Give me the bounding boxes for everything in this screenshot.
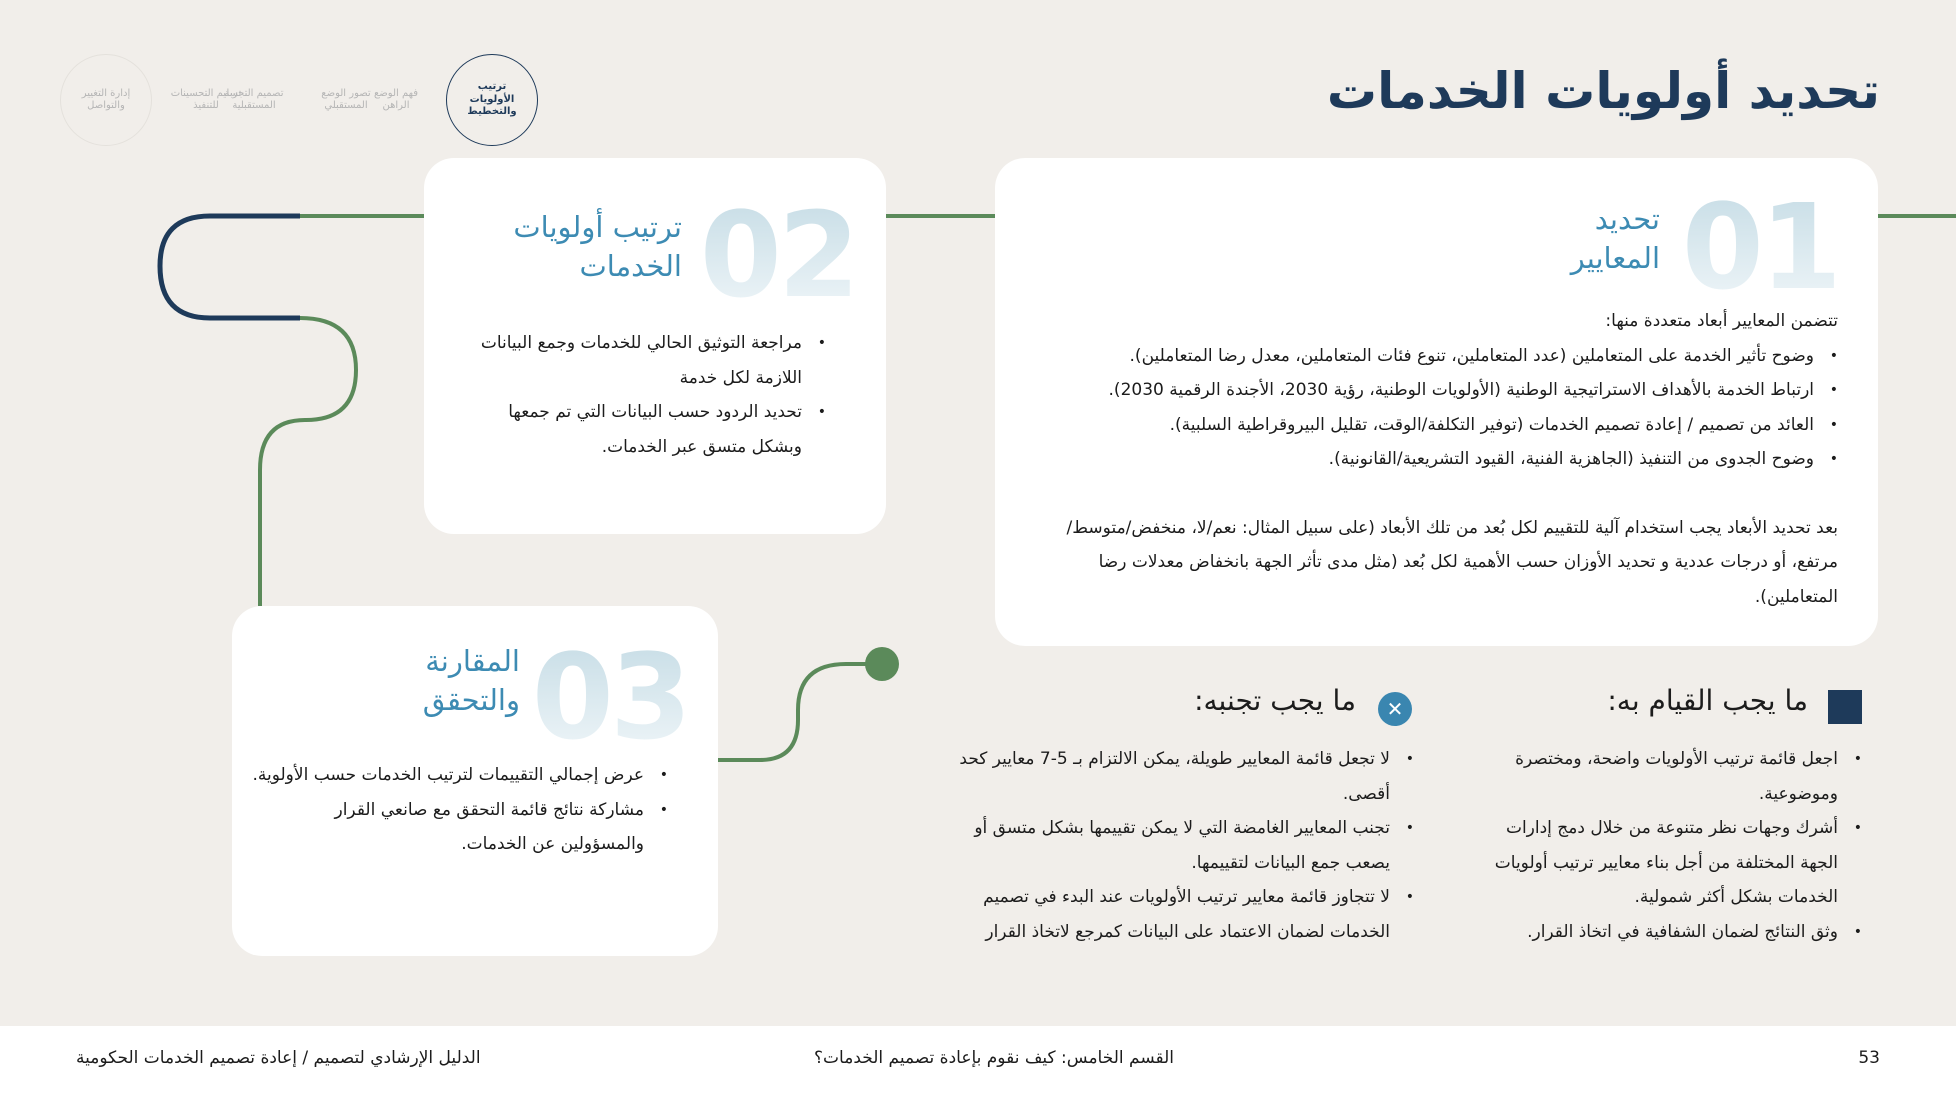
list-item: • وثق النتائج لضمان الشفافية في اتخاذ القرار. <box>1482 915 1838 950</box>
list-item: • تحديد الردود حسب البيانات التي تم جمعها وبشكل متسق عبر الخدمات. <box>456 395 802 464</box>
dos-heading: ما يجب القيام به: <box>1607 684 1808 717</box>
stage-label: فهم الوضع الراهن <box>373 87 419 111</box>
list-item: • العائد من تصميم / إعادة تصميم الخدمات (توفير التكلفة/الوقت، تقليل البيروقراطية السلبية). <box>1028 408 1814 443</box>
card-body <box>456 326 826 464</box>
card-intro: تتضمن المعايير أبعاد متعددة منها: <box>1605 311 1838 331</box>
list-item: • تجنب المعايير الغامضة التي لا يمكن تقييمها بشكل متسق أو يصعب جمع البيانات لتقييمها. <box>944 811 1390 880</box>
footer-guide-title: الدليل الإرشادي لتصميم / إعادة تصميم الخدمات الحكومية <box>76 1048 481 1068</box>
card-prioritize-services <box>424 158 886 534</box>
list-item: • وضوح الجدوى من التنفيذ (الجاهزية الفنية، القيود التشريعية/القانونية). <box>1028 442 1814 477</box>
square-bullet-icon <box>1828 690 1862 724</box>
card-body <box>248 758 668 862</box>
footer <box>0 1026 1956 1100</box>
footer-section: القسم الخامس: كيف نقوم بإعادة تصميم الخدمات؟ <box>814 1048 1174 1068</box>
stage-prioritize[interactable] <box>446 54 538 146</box>
stage-navigation <box>60 54 540 150</box>
stage-deliver[interactable] <box>160 54 252 146</box>
stage-change[interactable] <box>60 54 152 146</box>
list-item: • أشرك وجهات نظر متنوعة من خلال دمج إدارات الجهة المختلفة من أجل بناء معايير ترتيب أولويات الخدمات بشكل أكثر شمولية. <box>1482 811 1838 915</box>
card-define-criteria <box>995 158 1878 646</box>
list-item: • مراجعة التوثيق الحالي للخدمات وجمع البيانات اللازمة لكل خدمة <box>456 326 802 395</box>
list-item: • وضوح تأثير الخدمة على المتعاملين (عدد المتعاملين، تنوع فئات المتعاملين، معدل رضا المتعاملين). <box>1028 339 1814 374</box>
stage-envision[interactable] <box>300 54 392 146</box>
list-item: • مشاركة نتائج قائمة التحقق مع صانعي القرار والمسؤولين عن الخدمات. <box>248 793 644 862</box>
card-number: 03 <box>531 628 688 766</box>
stage-label: ترتيب الأولويات والتخطيط <box>467 81 517 118</box>
dos-list <box>1482 742 1862 949</box>
list-item: • عرض إجمالي التقييمات لترتيب الخدمات حسب الأولوية. <box>248 758 644 793</box>
close-circle-icon: ✕ <box>1378 692 1412 726</box>
card-paragraph: بعد تحديد الأبعاد يجب استخدام آلية للتقييم لكل بُعد من تلك الأبعاد (على سبيل المثال: نعم/لا، منخفض/متوسط/مرتفع، أو درجات عددية و تحديد الأوزان حسب الأهمية لكل بُعد (مثل مدى تأثر الجهة بانخفاض معدلات رضا المتعاملين). <box>1066 517 1838 607</box>
list-item: • لا تتجاوز قائمة معايير ترتيب الأولويات عند البدء في تصميم الخدمات لضمان الاعتماد على البيانات كمرجع لاتخاذ القرار <box>944 880 1390 949</box>
stage-label: تسليم التحسينات للتنفيذ <box>170 87 242 111</box>
stage-label: تصور الوضع المستقبلي <box>321 87 371 111</box>
card-number: 02 <box>699 186 856 324</box>
card-compare-verify <box>232 606 718 956</box>
card-title: ترتيب أولويات الخدمات <box>513 210 682 284</box>
stage-label: تصميم التجربة المستقبلية <box>224 87 284 111</box>
stage-label: إدارة التغيير والتواصل <box>81 87 131 111</box>
list-item: • اجعل قائمة ترتيب الأولويات واضحة، ومختصرة وموضوعية. <box>1482 742 1838 811</box>
card-title: تحديد المعايير <box>1570 202 1660 276</box>
donts-list <box>944 742 1414 949</box>
page-number: 53 <box>1858 1048 1880 1068</box>
page-title: تحديد أولويات الخدمات <box>1326 62 1880 120</box>
list-item: • لا تجعل قائمة المعايير طويلة، يمكن الالتزام بـ 5-7 معايير كحد أقصى. <box>944 742 1390 811</box>
card-number: 01 <box>1681 178 1838 316</box>
list-item: • ارتباط الخدمة بالأهداف الاستراتيجية الوطنية (الأولويات الوطنية، رؤية 2030، الأجندة الرقمية 2030). <box>1028 373 1814 408</box>
card-body <box>1028 304 1838 614</box>
donts-heading: ما يجب تجنبه: <box>1194 684 1356 717</box>
card-title: المقارنة والتحقق <box>422 644 520 718</box>
